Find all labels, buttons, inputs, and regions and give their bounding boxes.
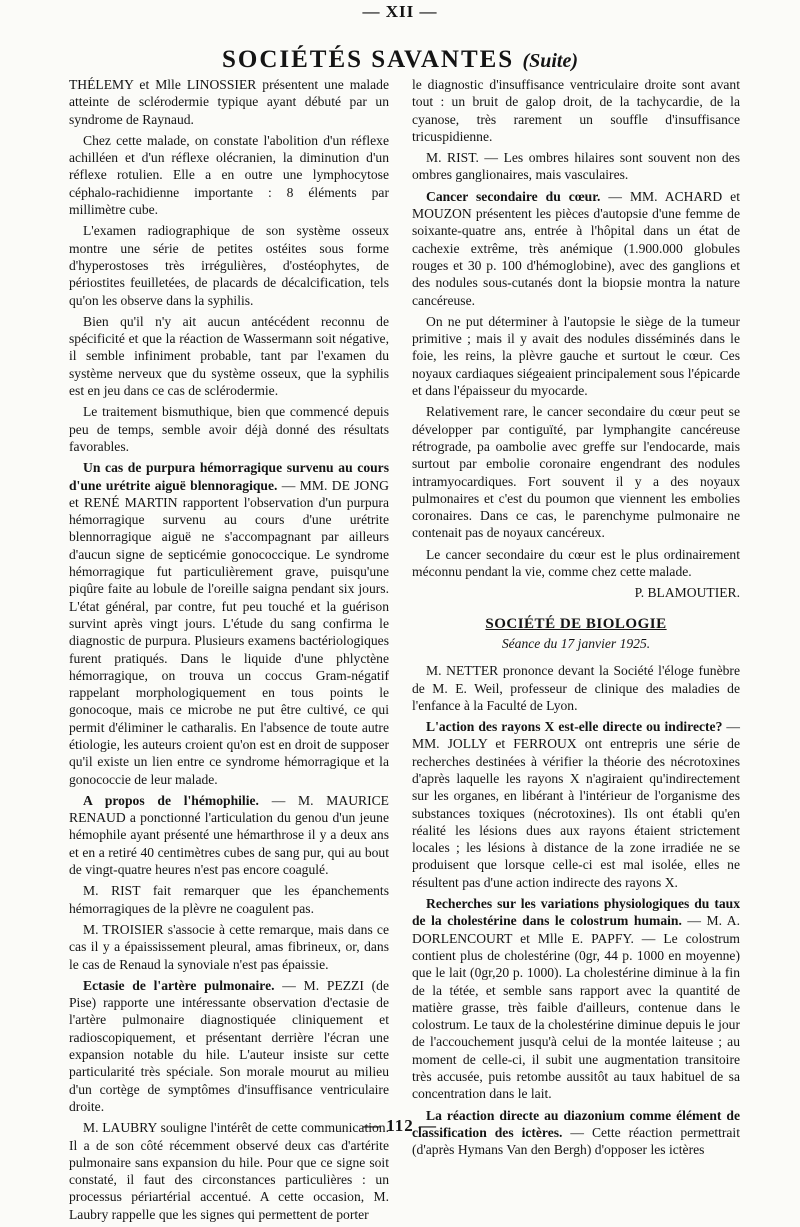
paragraph: Le traitement bismuthique, bien que commencé depuis peu de temps, semble avoir déjà donné des résultats favorables. (69, 404, 389, 454)
article-paragraph (412, 895, 740, 1103)
heading-suite: (Suite) (522, 50, 579, 72)
paragraph: M. TROISIER s'associe à cette remarque, mais dans ce cas il y a épaississement pleural, amas fibrineux, or, dans le cas de Renaud la synoviale n'est pas épaissie. (69, 921, 389, 972)
article-title: La réaction directe au diazonium comme élément de classification des ictères. (412, 1107, 740, 1140)
article-body: — Cette réaction permettrait (d'après Hymans Van den Bergh) d'opposer les ictères (412, 1124, 740, 1158)
paragraph: L'examen radiographique de son système osseux montre une série de petites ostéites sous forme d'hyperostoses très irrégulières, d'ostéophytes, de périostites feuilletées, de placards de décalcification, tels qu'on les observe dans la syphilis. (69, 223, 389, 308)
paragraph: M. NETTER prononce devant la Société l'éloge funèbre de M. E. Weil, professeur de clinique des maladies de l'enfance à la Faculté de Lyon. (412, 663, 740, 713)
article-title: Ectasie de l'artère pulmonaire. (83, 977, 275, 993)
article-paragraph (69, 792, 389, 878)
article-paragraph (412, 188, 740, 309)
article-title: Recherches sur les variations physiologiques du taux de la cholestérine dans le colostrum humain. (412, 896, 740, 929)
paragraph: M. RIST. — Les ombres hilaires sont souvent non des ombres ganglionaires, mais vasculaires. (412, 150, 740, 183)
page-heading (0, 46, 800, 75)
paragraph: On ne put déterminer à l'autopsie le siège de la tumeur primitive ; mais il y avait des nodules disséminés dans le foie, les reins, la plèvre gauche et surtout le cœur. Ces noyaux cardiaques siégeaient principalement sous l'épicarde et dans l'épaisseur du myocarde. (412, 313, 740, 399)
heading-title: SOCIÉTÉS SAVANTES (221, 46, 515, 73)
author-signature: P. BLAMOUTIER. (634, 585, 740, 601)
section-title: SOCIÉTÉ DE BIOLOGIE (485, 615, 667, 632)
session-date: Séance du 17 janvier 1925. (501, 635, 651, 651)
paragraph: Relativement rare, le cancer secondaire du cœur peut se développer par contiguïté, par lymphangite cancéreuse rétrograde, pa oambolie avec greffe sur l'endocarde, mais surtout par embolie coronaire engendrant des nodules intramyocardiques. Fort souvent il y a des noyaux pulmonaires et c'est du poumon que viennent les embolies coronaires. Dans ce cas, le parenchyme pulmonaire ne contenait pas de noyaux cancéreux. (412, 404, 740, 541)
article-body: — MM. ACHARD et MOUZON présentent les pièces d'autopsie d'une femme de soixante-quatre ans, entrée à l'hôpital dans un état de cachexie extrême, très anémique (1.900.000 globules rouges et 30 p. 100 d'hémoglobine), avec des ganglions et des nodules sous-cutanés dont la biopsie montra la nature cancéreuse. (412, 188, 740, 308)
paragraph: Le cancer secondaire du cœur est le plus ordinairement méconnu pendant la vie, comme chez cette malade. (412, 546, 740, 580)
article-body: — MM. DE JONG et RENÉ MARTIN rapportent l'observation d'un purpura hémorragique survenu au cours d'une urétrite blennorragique aiguë ne s'accompagnant par ailleurs d'aucun signe de septicémie gonococcique. Le syndrome hémorragique fut particulièrement grave, puisqu'une piqûre faite au lobule de l'oreille saigna pendant six jours. L'état général, par contre, fut peu touché et la guérison survint après vingt jours. L'étude du sang confirma le diagnostic de purpura. Plusieurs examens bactériologiques furent pratiqués. Dans le liquide d'une phlyctène hémorragique, on trouva un coccus Gram-négatif rappelant morphologiquement en tous points le gonocoque, mais ce microbe ne put être cultivé, ce qui permit d'éliminer le catharalis. En l'absence de toute autre étiologie, les auteurs croient qu'on est en droit de supposer qu'il existe un lien entre ce syndrome hémorragique et la gonococcie de leur malade. (69, 477, 390, 787)
paragraph: Bien qu'il n'y ait aucun antécédent reconnu de spécificité et que la réaction de Wassermann soit négative, il semble infiniment probable, tant par l'examen du système nerveux que du système osseux, que la syphilis est en jeu dans ce cas de sclérodermie. (69, 313, 389, 399)
paragraph: M. LAUBRY souligne l'intérêt de cette communication. Il a de son côté récemment observé deux cas d'artérite pulmonaire sans expansion du hile. Pour que ce signe soit constaté, il faut des circonstances particulières : un processus périartérial accentué. A cette occasion, M. Laubry rappelle que les signes qui permettent de porter (69, 1120, 389, 1222)
left-column (69, 76, 389, 1227)
paragraph: THÉLEMY et Mlle LINOSSIER présentent une malade atteinte de sclérodermie typique ayant débuté par un syndrome de Raynaud. (69, 77, 389, 127)
page-number: — 112 — (362, 1116, 438, 1135)
article-title: Un cas de purpura hémorragique survenu au cours d'une urétrite aiguë blennoragique. (69, 460, 389, 493)
paragraph: le diagnostic d'insuffisance ventriculaire droite sont avant tout : un bruit de galop droit, de la tachycardie, de la cyanose, très rarement un souffle d'insuffisance tricuspidienne. (412, 77, 740, 144)
article-body: — M. PEZZI (de Pise) rapporte une intéressante observation d'ectasie de l'artère pulmonaire diagnostiquée cliniquement et radioscopiquement, et présentant derrière l'écran une expansion notable du hile. L'auteur insiste sur cette particularité très spéciale. Son morale mourut au milieu d'un cortège de symptômes d'insuffisance ventriculaire droite. (69, 977, 389, 1114)
paragraph: Chez cette malade, on constate l'abolition d'un réflexe achilléen et d'un réflexe olécranien, la diminution d'un réflexe rotulien. Elle a en outre une lymphocytose céphalo-rachidienne importante : 8 éléments par millimètre cube. (69, 132, 389, 218)
article-body: — M. A. DORLENCOURT et Mlle E. PAPFY. — Le colostrum contient plus de cholestérine (0gr, 44 p. 1000 en moyenne) que le lait (0gr,20 p. 1000). La cholestérine diminue à la fin de la tétée, et semble sans rapport avec la quantité de matière grasse, très faible d'ailleurs, contenue dans le colostrum. Le taux de la cholestérine diminue depuis le jour de l'accouchement jusqu'à celui de la montée laiteuse ; au moment de celle-ci, il subit une augmentation transitoire très accusée, puis retombe aussitôt au taux habituel de sa concentration dans le lait. (412, 913, 740, 1102)
article-paragraph (69, 977, 389, 1115)
article-body: — M. MAURICE RENAUD a ponctionné l'articulation du genou d'un jeune hémophile ayant présenté une hémarthrose il y a deux ans et en a retiré 40 centimètres cubes de sang pur, qui au bout de vingt-quatre heures n'est pas encore coagulé. (69, 792, 389, 878)
article-paragraph (412, 718, 740, 891)
article-paragraph (69, 459, 389, 788)
page-roman-numeral: — XII — (362, 2, 438, 21)
article-title: L'action des rayons X est-elle directe ou indirecte? (426, 719, 723, 735)
article-title: A propos de l'hémophilie. (83, 792, 259, 808)
right-column (412, 76, 740, 1163)
article-body: — MM. JOLLY et FERROUX ont entrepris une série de recherches destinées à vérifier la théorie des nécrotoxines d'après laquelle les rayons X n'agiraient qu'indirectement sur les organes, en libérant à l'intérieur de l'organisme des substances toxiques (nécrotoxines). Ils ont établi qu'en réalité les lésions dues aux rayons étaient strictement locales ; les lésions à distance de la zone irradiée ne se produisent que lorsque celle-ci est mal isolée, elles ne résultent pas d'une action indirecte des rayons X. (412, 719, 740, 890)
article-title: Cancer secondaire du cœur. (426, 188, 601, 204)
paragraph: M. RIST fait remarquer que les épanchements hémorragiques de la plèvre ne coagulent pas. (69, 883, 389, 916)
